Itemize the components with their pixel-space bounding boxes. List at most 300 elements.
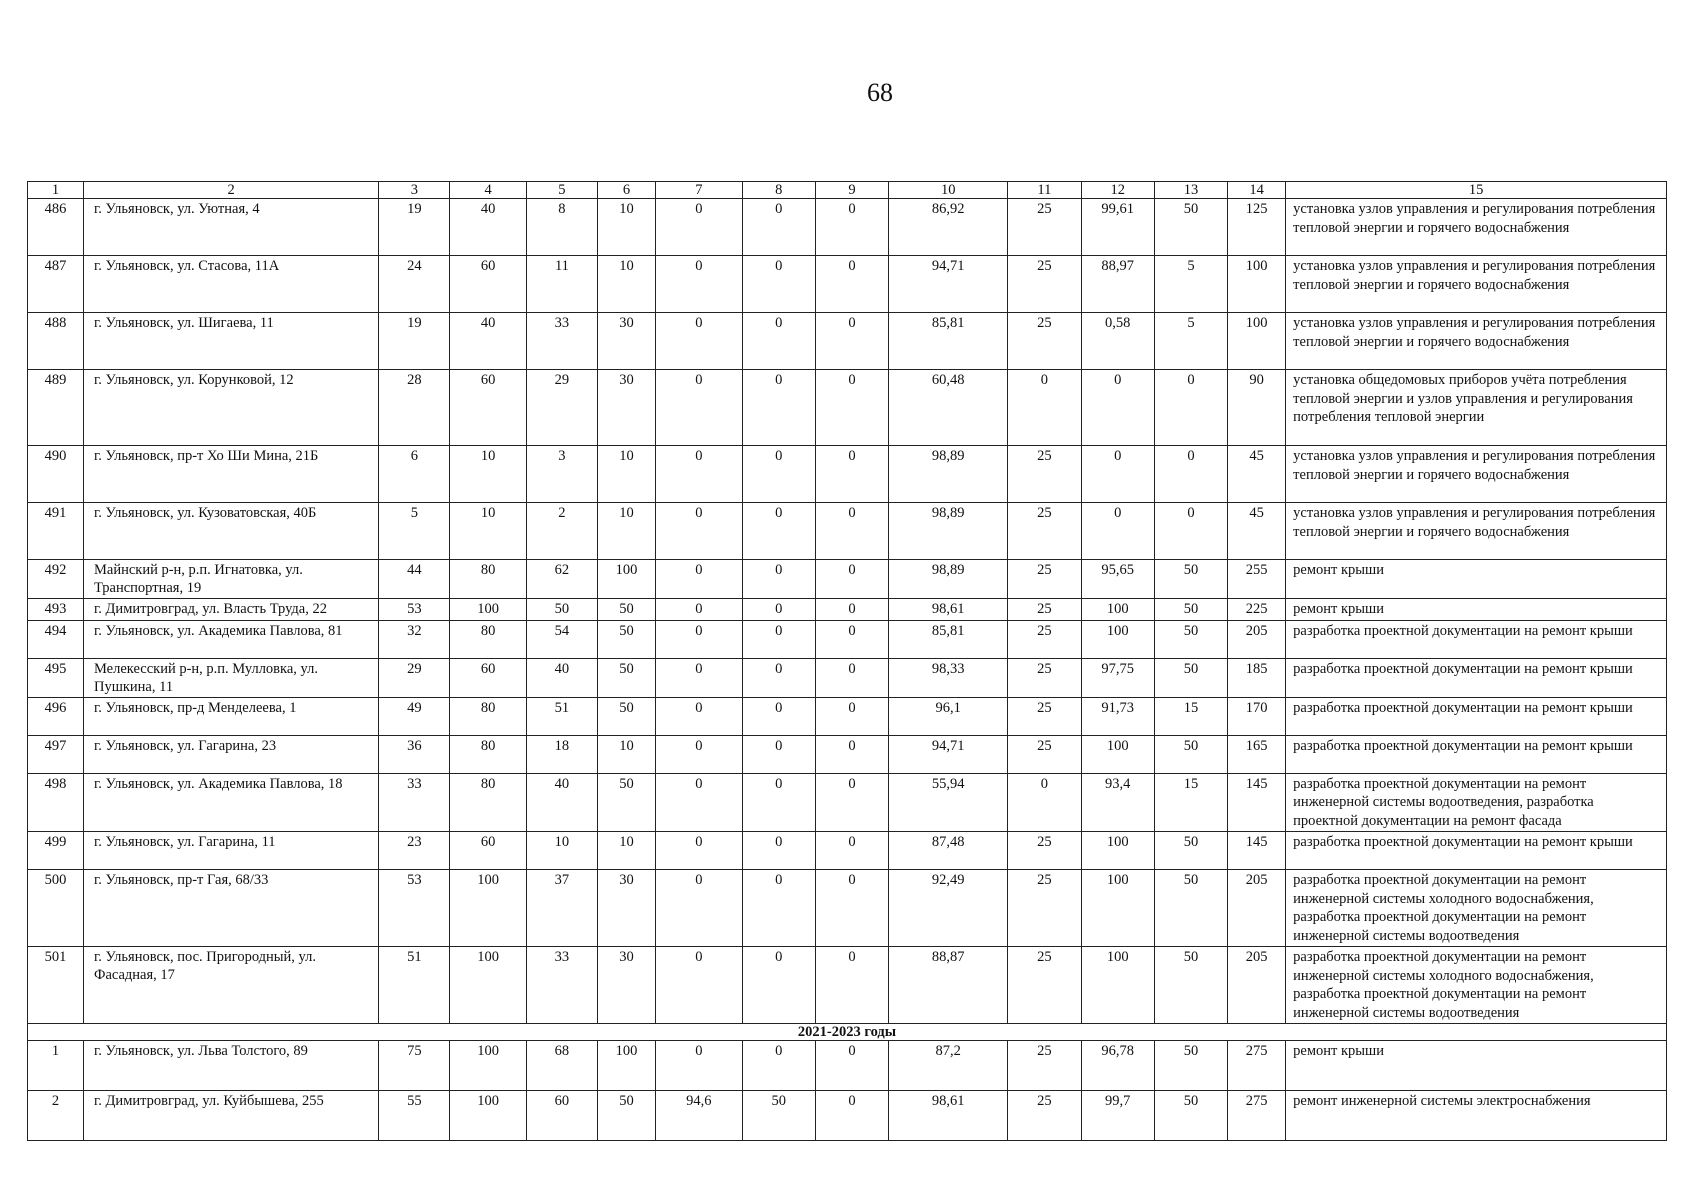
col-8-cell: 0 (742, 1041, 815, 1091)
col-9-cell: 0 (815, 199, 888, 256)
col-3-cell: 5 (379, 503, 450, 560)
col-10-cell: 98,89 (889, 503, 1008, 560)
col-12-cell: 0 (1081, 370, 1154, 446)
table-row (28, 560, 1667, 599)
column-header-2: 2 (83, 182, 378, 199)
col-9-cell: 0 (815, 256, 888, 313)
row-number-cell: 492 (28, 560, 84, 599)
col-11-cell: 25 (1008, 313, 1081, 370)
col-13-cell: 50 (1154, 735, 1227, 773)
col-11-cell: 25 (1008, 832, 1081, 870)
col-3-cell: 44 (379, 560, 450, 599)
address-cell: г. Ульяновск, ул. Уютная, 4 (83, 199, 378, 256)
col-5-cell: 2 (526, 503, 597, 560)
table-row (28, 256, 1667, 313)
col-10-cell: 87,2 (889, 1041, 1008, 1091)
address-cell: Мелекесский р-н, р.п. Мулловка, ул. Пушкина, 11 (83, 658, 378, 697)
col-7-cell: 0 (656, 313, 743, 370)
col-10-cell: 86,92 (889, 199, 1008, 256)
col-6-cell: 50 (598, 773, 656, 832)
col-10-cell: 96,1 (889, 697, 1008, 735)
col-13-cell: 50 (1154, 658, 1227, 697)
column-header-11: 11 (1008, 182, 1081, 199)
col-8-cell: 0 (742, 947, 815, 1024)
table-row (28, 1091, 1667, 1141)
col-7-cell: 0 (656, 773, 743, 832)
col-9-cell: 0 (815, 832, 888, 870)
col-7-cell: 0 (656, 870, 743, 947)
col-11-cell: 25 (1008, 503, 1081, 560)
col-6-cell: 50 (598, 697, 656, 735)
col-4-cell: 10 (450, 446, 526, 503)
col-13-cell: 50 (1154, 560, 1227, 599)
row-number-cell: 1 (28, 1041, 84, 1091)
col-14-cell: 145 (1228, 773, 1286, 832)
col-4-cell: 80 (450, 620, 526, 658)
col-6-cell: 50 (598, 599, 656, 621)
col-6-cell: 100 (598, 1041, 656, 1091)
col-7-cell: 0 (656, 1041, 743, 1091)
address-cell: г. Ульяновск, пр-д Менделеева, 1 (83, 697, 378, 735)
col-6-cell: 30 (598, 313, 656, 370)
table-row (28, 199, 1667, 256)
col-5-cell: 11 (526, 256, 597, 313)
page-number: 68 (867, 78, 893, 107)
work-type-cell: установка узлов управления и регулирования потребления тепловой энергии и горячего водоснабжения (1286, 199, 1667, 256)
address-cell: г. Ульяновск, ул. Стасова, 11А (83, 256, 378, 313)
col-12-cell: 97,75 (1081, 658, 1154, 697)
col-8-cell: 0 (742, 697, 815, 735)
col-12-cell: 100 (1081, 735, 1154, 773)
col-8-cell: 0 (742, 370, 815, 446)
col-11-cell: 0 (1008, 370, 1081, 446)
col-11-cell: 25 (1008, 697, 1081, 735)
work-type-cell: разработка проектной документации на ремонт инженерной системы холодного водоснабжения, разработка проектной документации на ремонт инженерной системы водоотведения (1286, 870, 1667, 947)
col-3-cell: 6 (379, 446, 450, 503)
col-3-cell: 23 (379, 832, 450, 870)
col-8-cell: 0 (742, 313, 815, 370)
section-row (28, 1024, 1667, 1041)
col-8-cell: 0 (742, 832, 815, 870)
col-14-cell: 145 (1228, 832, 1286, 870)
row-number-cell: 486 (28, 199, 84, 256)
col-13-cell: 5 (1154, 256, 1227, 313)
col-6-cell: 10 (598, 735, 656, 773)
col-6-cell: 100 (598, 560, 656, 599)
col-14-cell: 170 (1228, 697, 1286, 735)
col-10-cell: 98,89 (889, 560, 1008, 599)
col-14-cell: 205 (1228, 870, 1286, 947)
col-7-cell: 0 (656, 446, 743, 503)
address-cell: Майнский р-н, р.п. Игнатовка, ул. Транспортная, 19 (83, 560, 378, 599)
col-5-cell: 60 (526, 1091, 597, 1141)
col-6-cell: 10 (598, 503, 656, 560)
col-6-cell: 10 (598, 446, 656, 503)
column-header-7: 7 (656, 182, 743, 199)
col-3-cell: 36 (379, 735, 450, 773)
table-header (28, 182, 1667, 199)
col-5-cell: 54 (526, 620, 597, 658)
column-header-10: 10 (889, 182, 1008, 199)
address-cell: г. Ульяновск, ул. Шигаева, 11 (83, 313, 378, 370)
col-5-cell: 18 (526, 735, 597, 773)
row-number-cell: 488 (28, 313, 84, 370)
col-8-cell: 0 (742, 446, 815, 503)
column-header-8: 8 (742, 182, 815, 199)
col-3-cell: 51 (379, 947, 450, 1024)
col-9-cell: 0 (815, 370, 888, 446)
col-3-cell: 55 (379, 1091, 450, 1141)
address-cell: г. Ульяновск, пр-т Хо Ши Мина, 21Б (83, 446, 378, 503)
work-type-cell: разработка проектной документации на ремонт инженерной системы водоотведения, разработка проектной документации на ремонт фасада (1286, 773, 1667, 832)
work-type-cell: установка узлов управления и регулирования потребления тепловой энергии и горячего водоснабжения (1286, 313, 1667, 370)
col-5-cell: 10 (526, 832, 597, 870)
col-9-cell: 0 (815, 599, 888, 621)
col-7-cell: 0 (656, 199, 743, 256)
col-7-cell: 0 (656, 735, 743, 773)
col-3-cell: 75 (379, 1041, 450, 1091)
col-3-cell: 33 (379, 773, 450, 832)
column-header-1: 1 (28, 182, 84, 199)
col-10-cell: 98,89 (889, 446, 1008, 503)
col-4-cell: 80 (450, 560, 526, 599)
work-type-cell: ремонт крыши (1286, 560, 1667, 599)
col-12-cell: 100 (1081, 832, 1154, 870)
col-10-cell: 92,49 (889, 870, 1008, 947)
table-row (28, 1041, 1667, 1091)
col-4-cell: 40 (450, 199, 526, 256)
col-6-cell: 30 (598, 870, 656, 947)
table-row (28, 599, 1667, 621)
col-5-cell: 68 (526, 1041, 597, 1091)
col-13-cell: 15 (1154, 773, 1227, 832)
col-10-cell: 94,71 (889, 256, 1008, 313)
column-header-5: 5 (526, 182, 597, 199)
col-5-cell: 3 (526, 446, 597, 503)
col-4-cell: 60 (450, 658, 526, 697)
col-10-cell: 87,48 (889, 832, 1008, 870)
col-13-cell: 50 (1154, 1091, 1227, 1141)
col-7-cell: 0 (656, 560, 743, 599)
address-cell: г. Ульяновск, ул. Гагарина, 11 (83, 832, 378, 870)
section-title: 2021-2023 годы (28, 1024, 1667, 1041)
address-cell: г. Ульяновск, ул. Кузоватовская, 40Б (83, 503, 378, 560)
col-6-cell: 50 (598, 620, 656, 658)
col-8-cell: 50 (742, 1091, 815, 1141)
col-14-cell: 255 (1228, 560, 1286, 599)
work-type-cell: установка узлов управления и регулирования потребления тепловой энергии и горячего водоснабжения (1286, 503, 1667, 560)
repair-program-table (27, 181, 1667, 1141)
col-10-cell: 98,61 (889, 599, 1008, 621)
col-6-cell: 30 (598, 370, 656, 446)
column-header-13: 13 (1154, 182, 1227, 199)
col-7-cell: 0 (656, 620, 743, 658)
col-8-cell: 0 (742, 599, 815, 621)
col-5-cell: 62 (526, 560, 597, 599)
col-13-cell: 50 (1154, 1041, 1227, 1091)
col-3-cell: 24 (379, 256, 450, 313)
col-7-cell: 0 (656, 370, 743, 446)
col-6-cell: 50 (598, 658, 656, 697)
col-3-cell: 49 (379, 697, 450, 735)
col-4-cell: 100 (450, 599, 526, 621)
col-14-cell: 90 (1228, 370, 1286, 446)
col-12-cell: 96,78 (1081, 1041, 1154, 1091)
row-number-cell: 490 (28, 446, 84, 503)
col-3-cell: 32 (379, 620, 450, 658)
col-5-cell: 29 (526, 370, 597, 446)
col-7-cell: 0 (656, 697, 743, 735)
address-cell: г. Димитровград, ул. Власть Труда, 22 (83, 599, 378, 621)
col-12-cell: 100 (1081, 599, 1154, 621)
data-table-container (27, 181, 1667, 1141)
address-cell: г. Ульяновск, пр-т Гая, 68/33 (83, 870, 378, 947)
col-6-cell: 30 (598, 947, 656, 1024)
work-type-cell: разработка проектной документации на ремонт крыши (1286, 697, 1667, 735)
column-header-9: 9 (815, 182, 888, 199)
col-13-cell: 50 (1154, 870, 1227, 947)
col-14-cell: 205 (1228, 947, 1286, 1024)
address-cell: г. Димитровград, ул. Куйбышева, 255 (83, 1091, 378, 1141)
col-9-cell: 0 (815, 947, 888, 1024)
row-number-cell: 500 (28, 870, 84, 947)
col-9-cell: 0 (815, 620, 888, 658)
col-14-cell: 100 (1228, 313, 1286, 370)
col-9-cell: 0 (815, 697, 888, 735)
col-10-cell: 55,94 (889, 773, 1008, 832)
col-7-cell: 0 (656, 503, 743, 560)
col-14-cell: 275 (1228, 1041, 1286, 1091)
table-row (28, 503, 1667, 560)
address-cell: г. Ульяновск, ул. Льва Толстого, 89 (83, 1041, 378, 1091)
col-13-cell: 0 (1154, 503, 1227, 560)
col-13-cell: 50 (1154, 620, 1227, 658)
col-7-cell: 0 (656, 658, 743, 697)
work-type-cell: установка узлов управления и регулирования потребления тепловой энергии и горячего водоснабжения (1286, 446, 1667, 503)
work-type-cell: ремонт крыши (1286, 599, 1667, 621)
col-9-cell: 0 (815, 735, 888, 773)
col-11-cell: 25 (1008, 947, 1081, 1024)
col-12-cell: 100 (1081, 870, 1154, 947)
col-9-cell: 0 (815, 1041, 888, 1091)
col-6-cell: 10 (598, 256, 656, 313)
table-row (28, 446, 1667, 503)
address-cell: г. Ульяновск, ул. Корунковой, 12 (83, 370, 378, 446)
col-13-cell: 0 (1154, 446, 1227, 503)
col-4-cell: 80 (450, 697, 526, 735)
col-13-cell: 50 (1154, 832, 1227, 870)
col-3-cell: 53 (379, 870, 450, 947)
col-8-cell: 0 (742, 620, 815, 658)
col-14-cell: 125 (1228, 199, 1286, 256)
work-type-cell: ремонт инженерной системы электроснабжения (1286, 1091, 1667, 1141)
col-14-cell: 225 (1228, 599, 1286, 621)
address-cell: г. Ульяновск, ул. Гагарина, 23 (83, 735, 378, 773)
col-4-cell: 100 (450, 1091, 526, 1141)
table-row (28, 620, 1667, 658)
column-header-14: 14 (1228, 182, 1286, 199)
col-5-cell: 37 (526, 870, 597, 947)
col-7-cell: 0 (656, 599, 743, 621)
col-8-cell: 0 (742, 735, 815, 773)
col-14-cell: 185 (1228, 658, 1286, 697)
work-type-cell: установка общедомовых приборов учёта потребления тепловой энергии и узлов управления и регулирования потребления тепловой энергии (1286, 370, 1667, 446)
col-11-cell: 25 (1008, 658, 1081, 697)
row-number-cell: 495 (28, 658, 84, 697)
table-row (28, 313, 1667, 370)
address-cell: г. Ульяновск, ул. Академика Павлова, 81 (83, 620, 378, 658)
col-5-cell: 40 (526, 773, 597, 832)
col-10-cell: 98,33 (889, 658, 1008, 697)
column-header-15: 15 (1286, 182, 1667, 199)
col-8-cell: 0 (742, 503, 815, 560)
row-number-cell: 489 (28, 370, 84, 446)
col-11-cell: 0 (1008, 773, 1081, 832)
row-number-cell: 487 (28, 256, 84, 313)
col-7-cell: 0 (656, 947, 743, 1024)
column-header-4: 4 (450, 182, 526, 199)
col-7-cell: 0 (656, 832, 743, 870)
col-9-cell: 0 (815, 313, 888, 370)
row-number-cell: 499 (28, 832, 84, 870)
col-11-cell: 25 (1008, 1091, 1081, 1141)
col-9-cell: 0 (815, 773, 888, 832)
col-9-cell: 0 (815, 1091, 888, 1141)
col-8-cell: 0 (742, 870, 815, 947)
col-12-cell: 0,58 (1081, 313, 1154, 370)
col-3-cell: 29 (379, 658, 450, 697)
col-12-cell: 91,73 (1081, 697, 1154, 735)
col-11-cell: 25 (1008, 870, 1081, 947)
row-number-cell: 494 (28, 620, 84, 658)
col-13-cell: 50 (1154, 599, 1227, 621)
col-10-cell: 98,61 (889, 1091, 1008, 1141)
col-12-cell: 88,97 (1081, 256, 1154, 313)
col-9-cell: 0 (815, 658, 888, 697)
col-5-cell: 50 (526, 599, 597, 621)
col-10-cell: 85,81 (889, 313, 1008, 370)
col-4-cell: 80 (450, 773, 526, 832)
col-12-cell: 0 (1081, 503, 1154, 560)
col-11-cell: 25 (1008, 1041, 1081, 1091)
col-3-cell: 53 (379, 599, 450, 621)
col-5-cell: 33 (526, 947, 597, 1024)
col-13-cell: 15 (1154, 697, 1227, 735)
col-10-cell: 85,81 (889, 620, 1008, 658)
row-number-cell: 2 (28, 1091, 84, 1141)
col-14-cell: 275 (1228, 1091, 1286, 1141)
col-13-cell: 50 (1154, 199, 1227, 256)
col-4-cell: 10 (450, 503, 526, 560)
col-4-cell: 60 (450, 370, 526, 446)
col-11-cell: 25 (1008, 446, 1081, 503)
column-header-3: 3 (379, 182, 450, 199)
column-header-12: 12 (1081, 182, 1154, 199)
col-12-cell: 99,7 (1081, 1091, 1154, 1141)
col-12-cell: 100 (1081, 620, 1154, 658)
col-10-cell: 60,48 (889, 370, 1008, 446)
col-4-cell: 100 (450, 1041, 526, 1091)
col-14-cell: 45 (1228, 503, 1286, 560)
col-12-cell: 99,61 (1081, 199, 1154, 256)
table-body (28, 199, 1667, 1141)
col-11-cell: 25 (1008, 199, 1081, 256)
col-13-cell: 0 (1154, 370, 1227, 446)
address-cell: г. Ульяновск, пос. Пригородный, ул. Фасадная, 17 (83, 947, 378, 1024)
col-4-cell: 100 (450, 947, 526, 1024)
col-4-cell: 40 (450, 313, 526, 370)
col-7-cell: 0 (656, 256, 743, 313)
col-8-cell: 0 (742, 560, 815, 599)
col-8-cell: 0 (742, 199, 815, 256)
table-row (28, 697, 1667, 735)
col-12-cell: 93,4 (1081, 773, 1154, 832)
col-5-cell: 33 (526, 313, 597, 370)
col-12-cell: 95,65 (1081, 560, 1154, 599)
table-row (28, 947, 1667, 1024)
col-5-cell: 8 (526, 199, 597, 256)
col-8-cell: 0 (742, 256, 815, 313)
col-6-cell: 10 (598, 199, 656, 256)
col-8-cell: 0 (742, 658, 815, 697)
col-8-cell: 0 (742, 773, 815, 832)
table-row (28, 735, 1667, 773)
row-number-cell: 496 (28, 697, 84, 735)
col-4-cell: 100 (450, 870, 526, 947)
col-9-cell: 0 (815, 446, 888, 503)
row-number-cell: 493 (28, 599, 84, 621)
col-11-cell: 25 (1008, 256, 1081, 313)
table-row (28, 370, 1667, 446)
col-14-cell: 45 (1228, 446, 1286, 503)
col-3-cell: 28 (379, 370, 450, 446)
col-9-cell: 0 (815, 870, 888, 947)
work-type-cell: разработка проектной документации на ремонт крыши (1286, 658, 1667, 697)
row-number-cell: 501 (28, 947, 84, 1024)
work-type-cell: установка узлов управления и регулирования потребления тепловой энергии и горячего водоснабжения (1286, 256, 1667, 313)
col-3-cell: 19 (379, 199, 450, 256)
table-row (28, 658, 1667, 697)
table-row (28, 870, 1667, 947)
col-4-cell: 60 (450, 256, 526, 313)
col-10-cell: 94,71 (889, 735, 1008, 773)
col-3-cell: 19 (379, 313, 450, 370)
col-13-cell: 50 (1154, 947, 1227, 1024)
col-14-cell: 205 (1228, 620, 1286, 658)
col-7-cell: 94,6 (656, 1091, 743, 1141)
col-5-cell: 51 (526, 697, 597, 735)
col-4-cell: 80 (450, 735, 526, 773)
row-number-cell: 498 (28, 773, 84, 832)
col-10-cell: 88,87 (889, 947, 1008, 1024)
col-14-cell: 100 (1228, 256, 1286, 313)
work-type-cell: разработка проектной документации на ремонт крыши (1286, 620, 1667, 658)
col-11-cell: 25 (1008, 620, 1081, 658)
col-14-cell: 165 (1228, 735, 1286, 773)
work-type-cell: ремонт крыши (1286, 1041, 1667, 1091)
col-9-cell: 0 (815, 560, 888, 599)
address-cell: г. Ульяновск, ул. Академика Павлова, 18 (83, 773, 378, 832)
work-type-cell: разработка проектной документации на ремонт крыши (1286, 832, 1667, 870)
table-row (28, 773, 1667, 832)
col-11-cell: 25 (1008, 560, 1081, 599)
col-11-cell: 25 (1008, 735, 1081, 773)
row-number-cell: 491 (28, 503, 84, 560)
row-number-cell: 497 (28, 735, 84, 773)
col-13-cell: 5 (1154, 313, 1227, 370)
col-9-cell: 0 (815, 503, 888, 560)
col-11-cell: 25 (1008, 599, 1081, 621)
